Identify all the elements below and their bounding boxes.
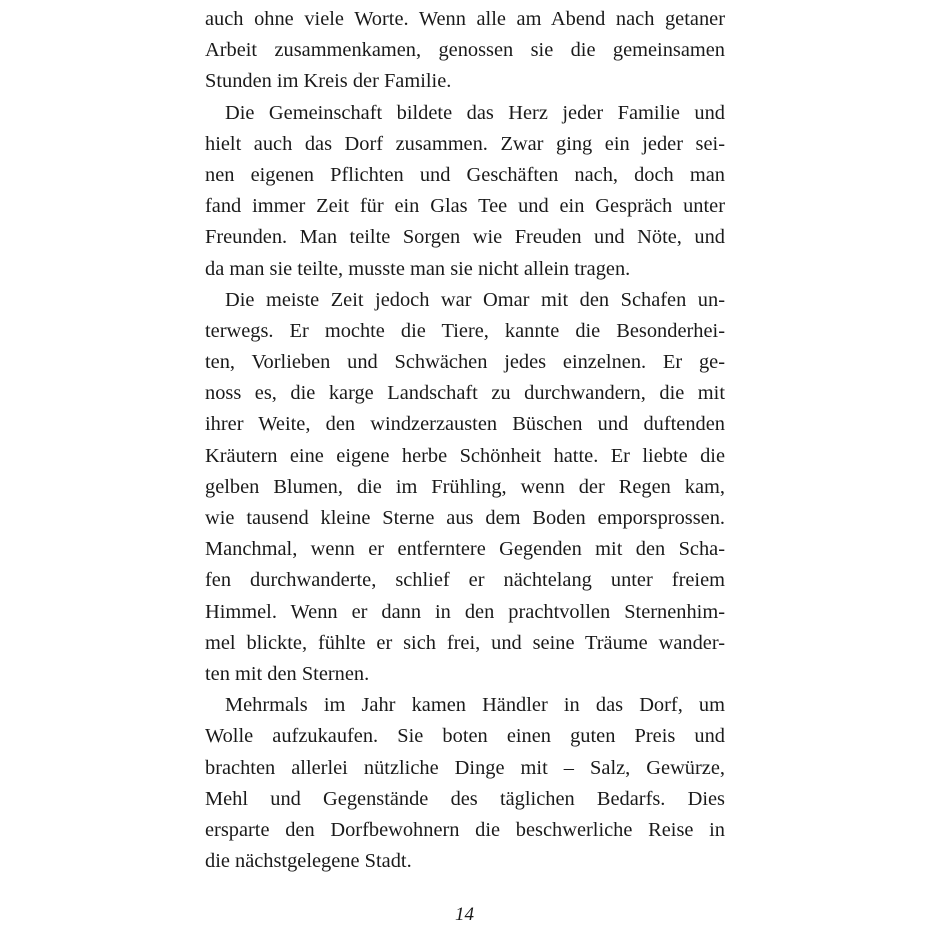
text-line: Mehrmals im Jahr kamen Händler in das Dorf, um bbox=[225, 694, 725, 717]
paragraph bbox=[205, 98, 725, 285]
text-line: auch ohne viele Worte. Wenn alle am Abend nach getaner bbox=[205, 8, 725, 30]
text-line: Arbeit zusammenkamen, genossen sie die gemeinsamen bbox=[205, 39, 725, 62]
paragraph bbox=[205, 4, 725, 98]
text-line: wie tausend kleine Sterne aus dem Boden emporsprossen. bbox=[205, 507, 725, 529]
text-line: fen durchwanderte, schlief er nächtelang unter freiem bbox=[205, 569, 725, 592]
text-line: ten mit den Sternen. bbox=[205, 662, 370, 685]
text-line: Himmel. Wenn er dann in den prachtvollen Sternenhim- bbox=[205, 600, 725, 623]
paragraph bbox=[205, 690, 725, 877]
text-line: Manchmal, wenn er entferntere Gegenden mit den Scha- bbox=[205, 538, 725, 561]
text-line: Die Gemeinschaft bildete das Herz jeder Familie und bbox=[225, 101, 725, 124]
text-line: hielt auch das Dorf zusammen. Zwar ging ein jeder sei- bbox=[205, 132, 725, 155]
text-line: Mehl und Gegenstände des täglichen Bedarfs. Dies bbox=[205, 787, 725, 810]
text-line: terwegs. Er mochte die Tiere, kannte die Besonderhei- bbox=[205, 319, 725, 342]
text-line: Freunden. Man teilte Sorgen wie Freuden und Nöte, und bbox=[205, 226, 725, 249]
text-line: ihrer Weite, den windzerzausten Büschen und duftenden bbox=[205, 413, 725, 436]
text-line: Die meiste Zeit jedoch war Omar mit den Schafen un- bbox=[225, 288, 725, 311]
text-line: die nächstgelegene Stadt. bbox=[205, 850, 412, 873]
text-line: mel blickte, fühlte er sich frei, und seine Träume wander- bbox=[205, 631, 725, 654]
paragraph bbox=[205, 285, 725, 690]
text-line: fand immer Zeit für ein Glas Tee und ein Gespräch unter bbox=[205, 195, 725, 218]
text-line: gelben Blumen, die im Frühling, wenn der Regen kam, bbox=[205, 475, 725, 498]
text-line: ten, Vorlieben und Schwächen jedes einzelnen. Er ge- bbox=[205, 351, 725, 374]
text-line: brachten allerlei nützliche Dinge mit – Salz, Gewürze, bbox=[205, 756, 725, 779]
text-line: Wolle aufzukaufen. Sie boten einen guten Preis und bbox=[205, 725, 725, 748]
body-text bbox=[205, 4, 725, 877]
text-line: nen eigenen Pflichten und Geschäften nach, doch man bbox=[205, 163, 725, 186]
text-line: ersparte den Dorfbewohnern die beschwerliche Reise in bbox=[205, 818, 725, 841]
text-line: da man sie teilte, musste man sie nicht allein tragen. bbox=[205, 257, 631, 280]
page-number: 14 bbox=[455, 904, 474, 925]
text-line: Kräutern eine eigene herbe Schönheit hatte. Er liebte die bbox=[205, 444, 725, 467]
text-line: Stunden im Kreis der Familie. bbox=[205, 70, 452, 93]
text-line: noss es, die karge Landschaft zu durchwandern, die mit bbox=[205, 382, 725, 405]
